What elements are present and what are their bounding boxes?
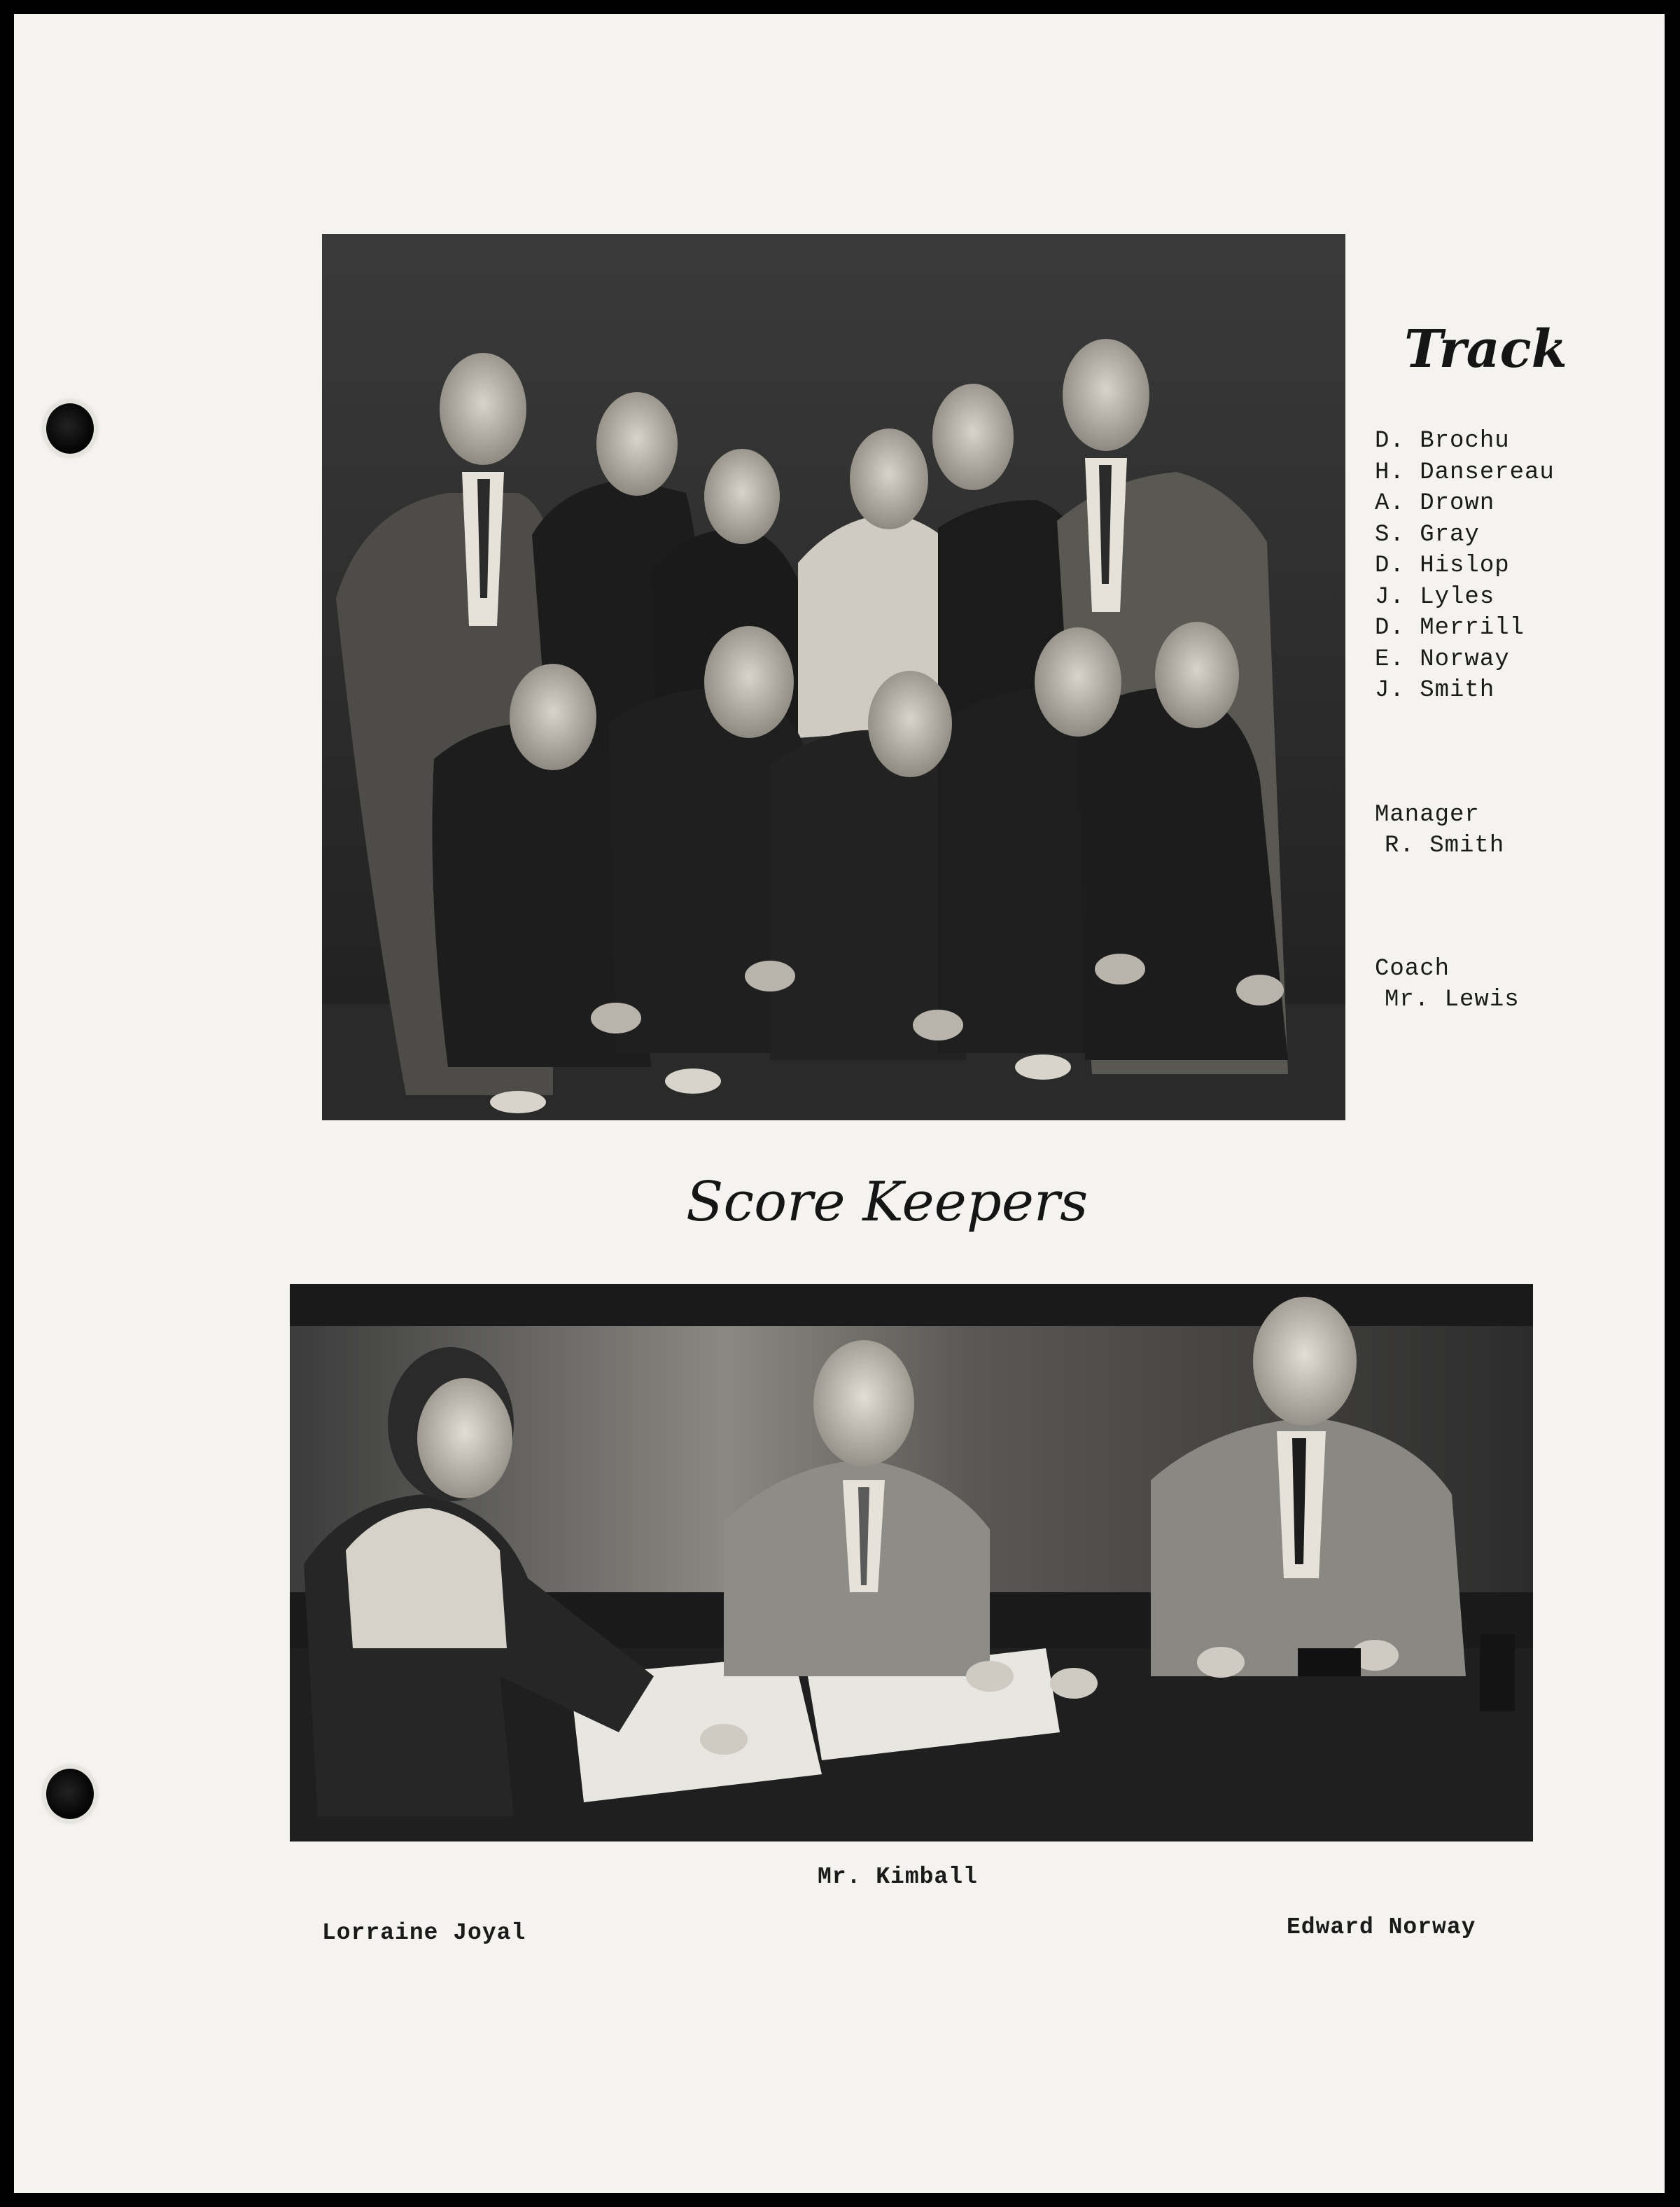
caption-edward-norway: Edward Norway xyxy=(1287,1914,1476,1940)
binder-hole-bottom xyxy=(46,1769,94,1819)
manager-name: R. Smith xyxy=(1385,833,1505,859)
track-member: D. Merrill xyxy=(1375,615,1525,641)
track-coach xyxy=(1375,954,1520,1015)
track-member: S. Gray xyxy=(1375,521,1480,548)
track-member: H. Dansereau xyxy=(1375,459,1555,486)
coach-name: Mr. Lewis xyxy=(1385,987,1520,1013)
coach-label: Coach xyxy=(1375,956,1450,982)
track-team-photo xyxy=(322,234,1345,1120)
track-heading: Track xyxy=(1404,319,1567,380)
track-member: J. Smith xyxy=(1375,677,1495,704)
track-member: J. Lyles xyxy=(1375,583,1495,611)
caption-lorraine-joyal: Lorraine Joyal xyxy=(322,1920,526,1946)
score-keepers-photo xyxy=(290,1284,1533,1842)
yearbook-page xyxy=(14,14,1665,2193)
track-member: E. Norway xyxy=(1375,646,1510,673)
track-manager xyxy=(1375,800,1504,861)
manager-label: Manager xyxy=(1375,802,1480,828)
binder-hole-top xyxy=(46,403,94,454)
caption-mr-kimball: Mr. Kimball xyxy=(818,1864,978,1890)
track-member: A. Drown xyxy=(1375,490,1495,517)
track-member: D. Hislop xyxy=(1375,552,1510,579)
score-keepers-photo-graphic xyxy=(290,1284,1533,1842)
track-member: D. Brochu xyxy=(1375,428,1510,454)
track-roster xyxy=(1375,426,1555,706)
track-team-photo-graphic xyxy=(322,234,1345,1120)
score-keepers-heading: Score Keepers xyxy=(686,1171,1088,1234)
